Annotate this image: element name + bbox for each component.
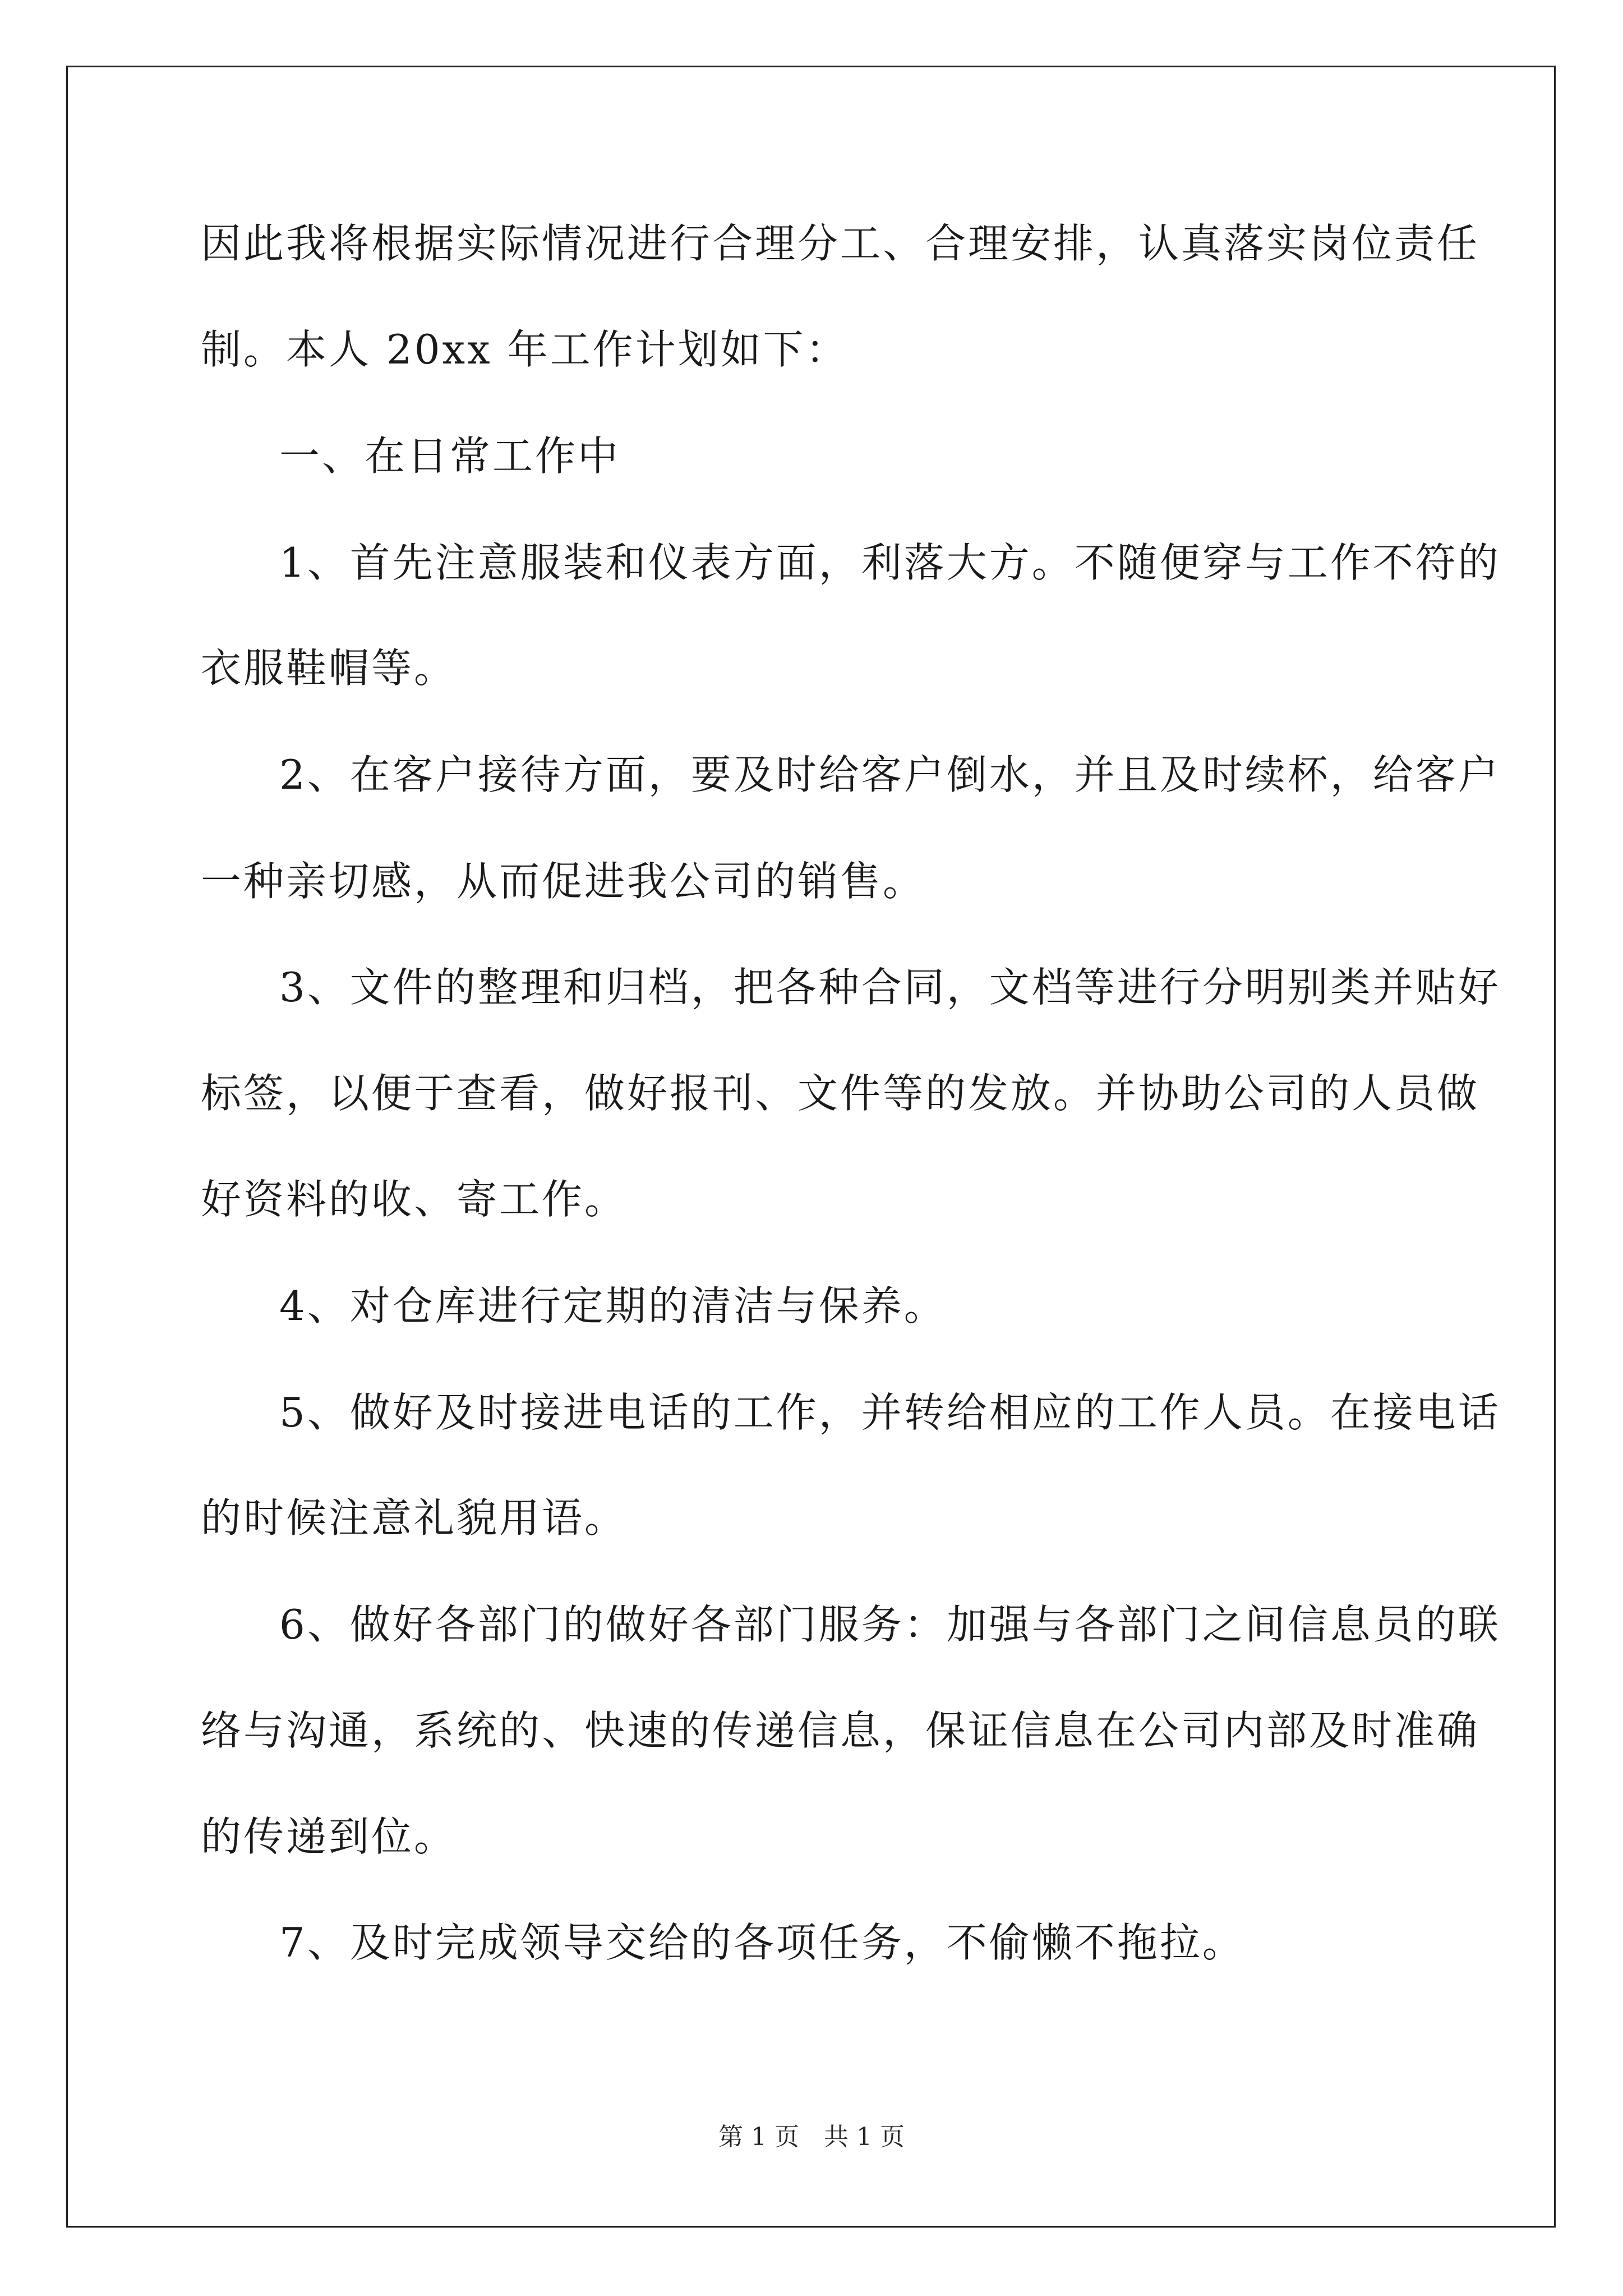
text-line: 1、首先注意服装和仪表方面，利落大方。不随便穿与工作不符的 xyxy=(279,539,1501,586)
section-heading: 一、在日常工作中 xyxy=(279,432,621,480)
text-line: 5、做好及时接进电话的工作，并转给相应的工作人员。在接电话 xyxy=(279,1389,1501,1436)
text-line: 3、文件的整理和归档，把各种合同，文档等进行分明别类并贴好 xyxy=(279,964,1501,1011)
page-total: 共 1 页 xyxy=(824,2123,905,2151)
text-line: 标签，以便于查看，做好报刊、文件等的发放。并协助公司的人员做 xyxy=(201,1070,1480,1117)
text-line: 衣服鞋帽等。 xyxy=(201,645,457,692)
page-border xyxy=(66,66,1556,2228)
text-line: 一种亲切感，从而促进我公司的销售。 xyxy=(201,858,926,905)
text-line: 好资料的收、寄工作。 xyxy=(201,1176,628,1223)
text-line: 6、做好各部门的做好各部门服务：加强与各部门之间信息员的联 xyxy=(279,1601,1501,1648)
text-line: 的时候注意礼貌用语。 xyxy=(201,1494,628,1542)
text-line: 络与沟通，系统的、快速的传递信息，保证信息在公司内部及时准确 xyxy=(201,1707,1480,1754)
page-number: 第 1 页 xyxy=(718,2123,799,2151)
text-line: 4、对仓库进行定期的清洁与保养。 xyxy=(279,1282,947,1329)
text-line: 因此我将根据实际情况进行合理分工、合理安排，认真落实岗位责任 xyxy=(201,220,1480,267)
text-line: 7、及时完成领导交给的各项任务，不偷懒不拖拉。 xyxy=(279,1919,1245,1966)
text-line: 2、在客户接待方面，要及时给客户倒水，并且及时续杯，给客户 xyxy=(279,751,1501,798)
page-footer xyxy=(0,2120,1623,2154)
text-line: 的传递到位。 xyxy=(201,1813,457,1860)
text-line: 制。本人 20xx 年工作计划如下： xyxy=(201,326,849,373)
